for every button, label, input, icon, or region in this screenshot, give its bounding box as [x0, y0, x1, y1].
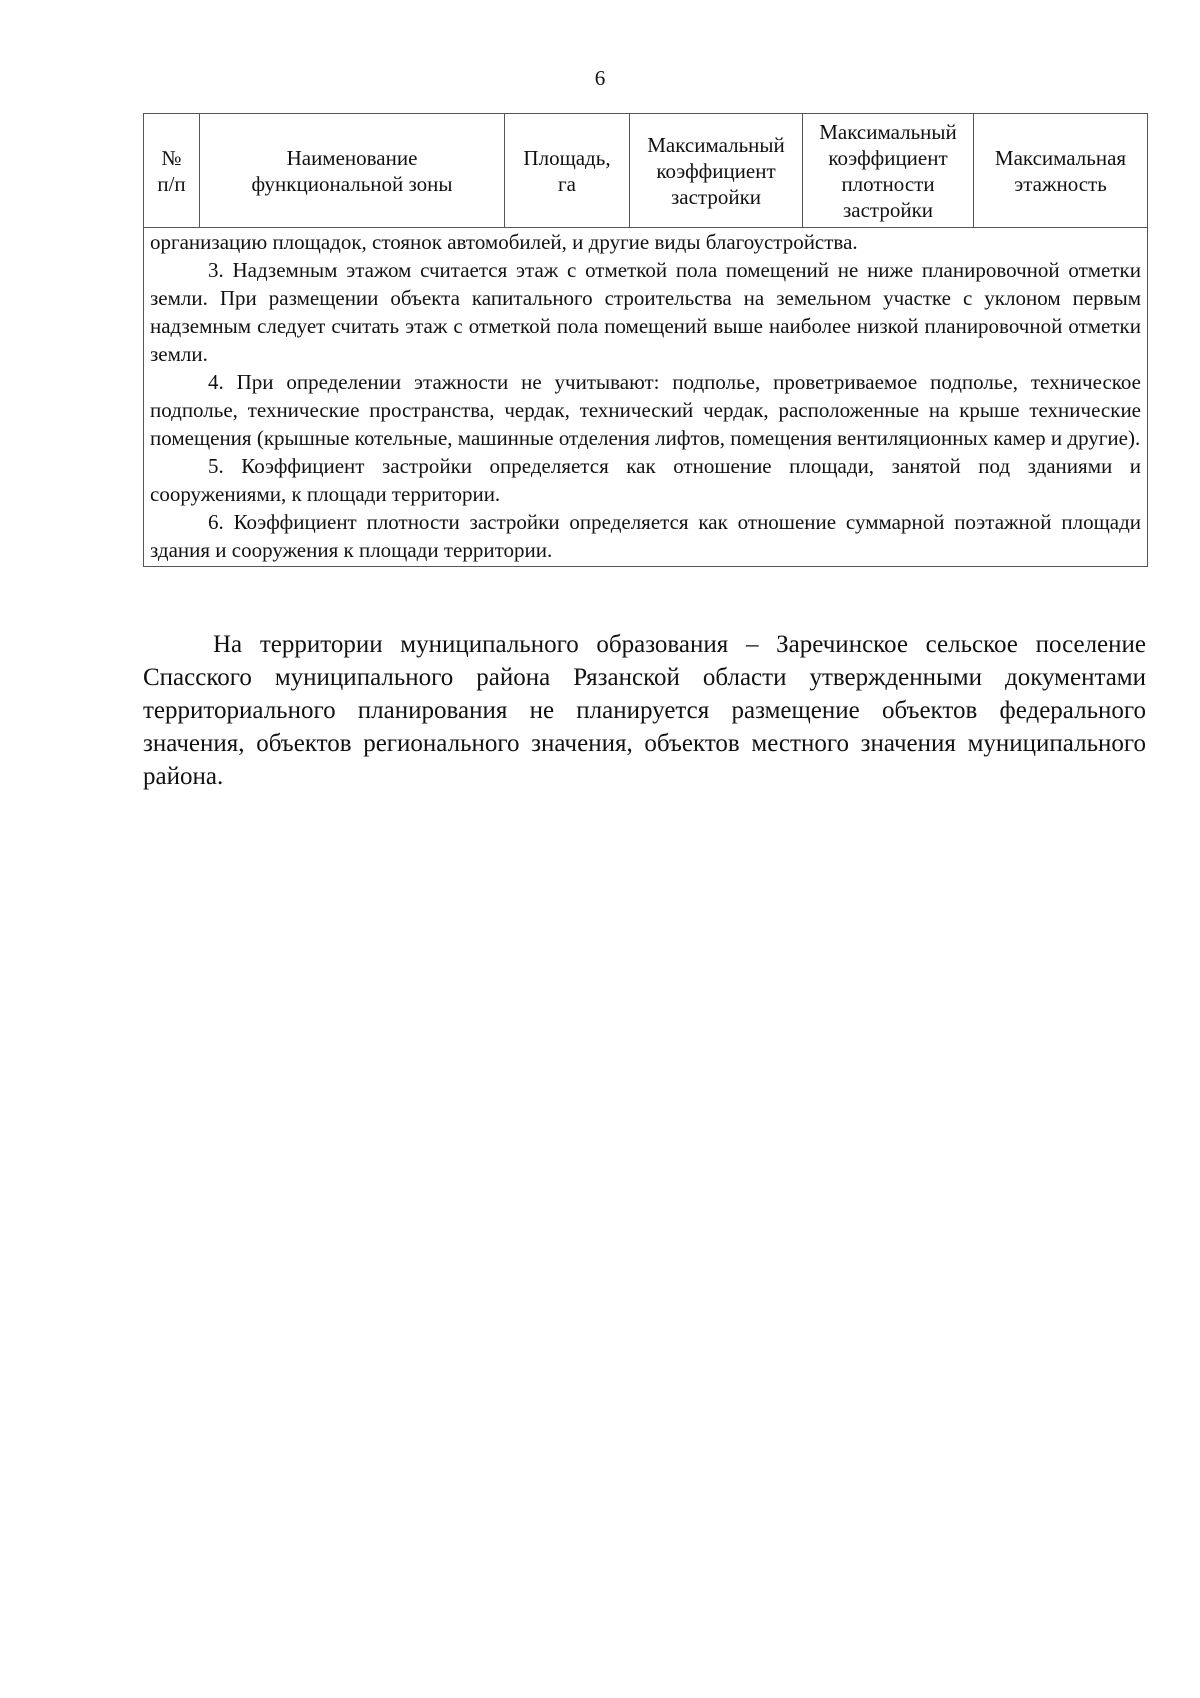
note-6: 6. Коэффициент плотности застройки определяется как отношение суммарной поэтажной площади здания и сооружения к площади территории.: [150, 510, 1141, 562]
table-header-row: [144, 114, 1148, 228]
header-zone-name: Наименование функциональной зоны: [200, 114, 505, 228]
note-4: 4. При определении этажности не учитывают: подполье, проветриваемое подполье, техническое подполье, технические пространства, чердак, технический чердак, расположенные на крыше технические помещения (крышные котельные, машинные отделения лифтов, помещения вентиляционных камер и другие).: [150, 370, 1141, 450]
note-3: 3. Надземным этажом считается этаж с отметкой пола помещений не ниже планировочной отметки земли. При размещении объекта капитального строительства на земельном участке с уклоном первым надземным следует считать этаж с отметкой пола помещений выше наиболее низкой планировочной отметки земли.: [150, 258, 1141, 366]
notes-cell: [144, 228, 1148, 567]
header-area: Площадь, га: [505, 114, 630, 228]
page-number: 6: [594, 66, 606, 90]
table-notes-row: [144, 228, 1148, 567]
header-max-building-coefficient: Максимальный коэффициент застройки: [630, 114, 803, 228]
header-number: № п/п: [144, 114, 200, 228]
header-max-floors: Максимальная этажность: [974, 114, 1148, 228]
note-continuation: организацию площадок, стоянок автомобилей, и другие виды благоустройства.: [150, 230, 858, 254]
header-max-density-coefficient: Максимальный коэффициент плотности застройки: [803, 114, 974, 228]
note-5: 5. Коэффициент застройки определяется как отношение площади, занятой под зданиями и сооружениями, к площади территории.: [150, 454, 1141, 506]
functional-zones-table: [143, 113, 1148, 567]
main-paragraph: На территории муниципального образования – Заречинское сельское поселение Спасского муниципального района Рязанской области утвержденными документами территориального планирования не планируется размещение объектов федерального значения, объектов регионального значения, объектов местного значения муниципального района.: [143, 631, 1146, 790]
